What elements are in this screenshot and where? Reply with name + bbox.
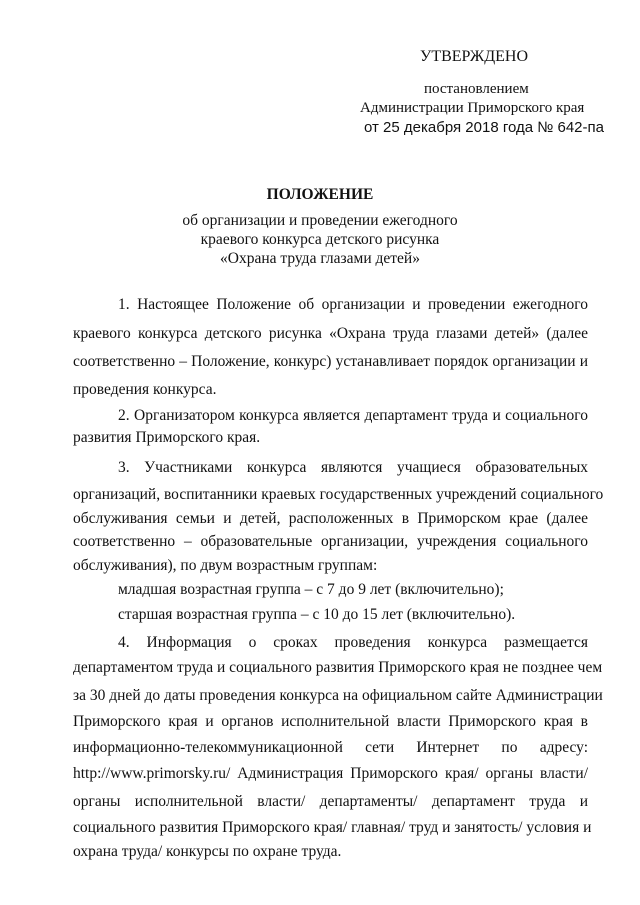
body-line: обслуживания семьи и детей, расположенных в Приморском крае (далее	[73, 510, 588, 527]
decree-date-number: от 25 декабря 2018 года № 642-па	[364, 119, 604, 136]
body-line: департаментом труда и социального развития Приморского края не позднее чем	[73, 659, 603, 676]
decree-line: постановлением	[424, 81, 529, 97]
body-line: соответственно – образовательные организации, учреждения социального	[73, 533, 588, 550]
body-line: органы исполнительной власти/ департаменты/ департамент труда и	[73, 793, 588, 810]
body-line: старшая возрастная группа – с 10 до 15 лет (включительно).	[118, 606, 516, 623]
decree-line: Администрации Приморского края	[360, 100, 585, 116]
body-line: соответственно – Положение, конкурс) устанавливает порядок организации и	[73, 353, 588, 370]
document-subtitle-line: краевого конкурса детского рисунка	[200, 231, 440, 248]
document-title: ПОЛОЖЕНИЕ	[266, 186, 374, 203]
body-line: организаций, воспитанники краевых государственных учреждений социального	[73, 486, 604, 503]
document-subtitle-line: об организации и проведении ежегодного	[182, 212, 458, 229]
body-line: 4. Информация о сроках проведения конкурса размещается	[118, 634, 588, 651]
body-line: младшая возрастная группа – с 7 до 9 лет (включительно);	[118, 581, 504, 598]
body-line: 3. Участниками конкурса являются учащиеся образовательных	[118, 459, 588, 476]
body-line: развития Приморского края.	[73, 429, 261, 446]
body-line: охрана труда/ конкурсы по охране труда.	[73, 843, 342, 860]
body-line: 2. Организатором конкурса является департамент труда и социального	[118, 407, 588, 424]
body-line: за 30 дней до даты проведения конкурса на официальном сайте Администрации	[73, 687, 603, 704]
body-line: информационно-телекоммуникационной сети Интернет по адресу:	[73, 739, 588, 756]
body-line: краевого конкурса детского рисунка «Охрана труда глазами детей» (далее	[73, 325, 588, 342]
body-line: http://www.primorsky.ru/ Администрация Приморского края/ органы власти/	[73, 765, 588, 782]
document-subtitle-line: «Охрана труда глазами детей»	[220, 250, 420, 267]
approval-stamp: УТВЕРЖДЕНО	[420, 48, 529, 65]
body-line: социального развития Приморского края/ главная/ труд и занятость/ условия и	[73, 819, 592, 836]
body-line: 1. Настоящее Положение об организации и проведении ежегодного	[118, 296, 588, 313]
body-line: Приморского края и органов исполнительной власти Приморского края в	[73, 713, 588, 730]
body-line: проведения конкурса.	[73, 381, 217, 398]
body-line: обслуживания), по двум возрастным группам:	[73, 557, 378, 574]
